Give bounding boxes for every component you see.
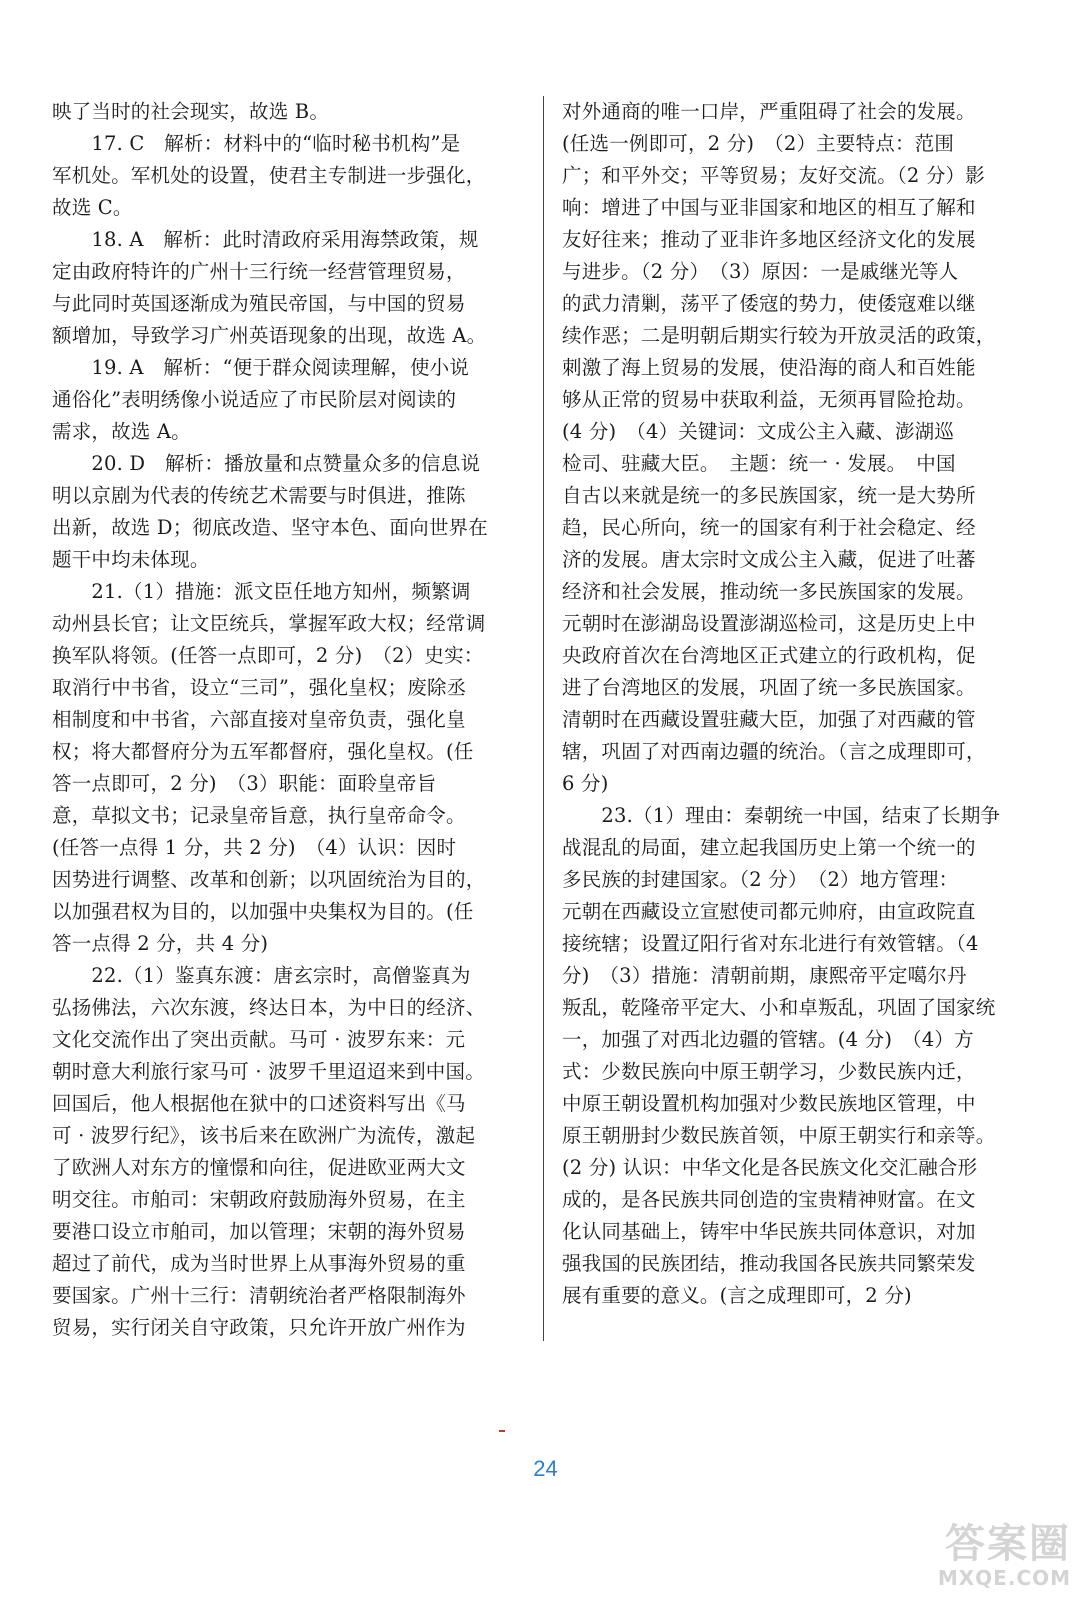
text-line: 18. A 解析：此时清政府采用海禁政策，规 xyxy=(52,228,479,251)
text-line: 20. D 解析：播放量和点赞量众多的信息说 xyxy=(52,452,481,475)
text-line: 刺激了海上贸易的发展，使沿海的商人和百姓能 xyxy=(562,356,976,379)
text-line: 对外通商的唯一口岸，严重阻碍了社会的发展。 xyxy=(562,100,976,123)
text-line: 强我国的民族团结，推动我国各民族共同繁荣发 xyxy=(562,1252,976,1275)
text-line: (任答一点得 1 分，共 2 分) （4）认识：因时 xyxy=(52,836,457,859)
text-line: 接统辖；设置辽阳行省对东北进行有效管辖。（4 xyxy=(562,932,979,955)
text-line: 济的发展。唐太宗时文成公主入藏，促进了吐蕃 xyxy=(562,548,976,571)
text-line: 通俗化”表明绣像小说适应了市民阶层对阅读的 xyxy=(52,388,457,411)
text-line: 元朝在西藏设立宣慰使司都元帅府，由宣政院直 xyxy=(562,900,976,923)
text-line: 元朝时在澎湖岛设置澎湖巡检司，这是历史上中 xyxy=(562,612,976,635)
watermark-url: MXQE.COM xyxy=(937,1566,1071,1590)
text-line: 友好往来；推动了亚非许多地区经济文化的发展 xyxy=(562,228,976,251)
text-line: (任选一例即可，2 分) （2）主要特点：范围 xyxy=(562,132,955,155)
text-line: 多民族的封建国家。（2 分） （2）地方管理： xyxy=(562,868,959,891)
text-line: 经济和社会发展，推动统一多民族国家的发展。 xyxy=(562,580,976,603)
text-line: 分) （3）措施：清朝前期，康熙帝平定噶尔丹 xyxy=(562,964,967,987)
text-line: 响：增进了中国与亚非国家和地区的相互了解和 xyxy=(562,196,976,219)
watermark-text: 答案圈 xyxy=(945,1521,1071,1567)
text-line: 央政府首次在台湾地区正式建立的行政机构，促 xyxy=(562,644,976,667)
text-line: 要港口设立市舶司，加以管理；宋朝的海外贸易 xyxy=(52,1220,466,1243)
text-line: 定由政府特许的广州十三行统一经营管理贸易， xyxy=(52,260,466,283)
text-line: 成的，是各民族共同创造的宝贵精神财富。在文 xyxy=(562,1188,976,1211)
text-line: 权；将大都督府分为五军都督府，强化皇权。(任 xyxy=(52,740,474,763)
text-line: 弘扬佛法，六次东渡，终达日本，为中日的经济、 xyxy=(52,996,486,1019)
text-line: 要国家。广州十三行：清朝统治者严格限制海外 xyxy=(52,1284,466,1307)
text-line: 换军队将领。(任答一点即可，2 分) （2）史实： xyxy=(52,644,484,667)
text-line: 可 · 波罗行纪》，该书后来在欧洲广为流传，激起 xyxy=(52,1124,476,1147)
text-line: (2 分) 认识：中华文化是各民族文化交汇融合形 xyxy=(562,1156,978,1179)
text-line: 回国后，他人根据他在狱中的口述资料写出《马 xyxy=(52,1092,466,1115)
text-line: 6 分) xyxy=(562,772,609,795)
text-line: 超过了前代，成为当时世界上从事海外贸易的重 xyxy=(52,1252,466,1275)
text-line: 原王朝册封少数民族首领，中原王朝实行和亲等。 xyxy=(562,1124,996,1147)
text-line: 出新，故选 D；彻底改造、坚守本色、面向世界在 xyxy=(52,516,488,539)
text-line: 朝时意大利旅行家马可 · 波罗千里迢迢来到中国。 xyxy=(52,1060,485,1083)
column-divider xyxy=(543,96,544,1341)
text-line: 展有重要的意义。(言之成理即可，2 分) xyxy=(562,1284,912,1307)
text-line: 因势进行调整、改革和创新；以巩固统治为目的， xyxy=(52,868,486,891)
text-line: 意，草拟文书；记录皇帝旨意，执行皇帝命令。 xyxy=(52,804,466,827)
left-column xyxy=(52,96,526,1344)
text-line: 广；和平外交；平等贸易；友好交流。（2 分）影 xyxy=(562,164,985,187)
text-line: 一，加强了对西北边疆的管辖。(4 分) （4）方 xyxy=(562,1028,974,1051)
text-line: 明交往。市舶司：宋朝政府鼓励海外贸易，在主 xyxy=(52,1188,466,1211)
text-line: 以加强君权为目的，以加强中央集权为目的。(任 xyxy=(52,900,474,923)
text-line: 了欧洲人对东方的憧憬和向往，促进欧亚两大文 xyxy=(52,1156,466,1179)
text-line: 续作恶；二是明朝后期实行较为开放灵活的政策， xyxy=(562,324,996,347)
right-column xyxy=(562,96,1032,1312)
text-line: 明以京剧为代表的传统艺术需要与时俱进，推陈 xyxy=(52,484,466,507)
text-line: 题干中均未体现。 xyxy=(52,548,210,571)
text-line: 相制度和中书省，六部直接对皇帝负责，强化皇 xyxy=(52,708,466,731)
page-number: 24 xyxy=(533,1456,558,1481)
text-line: 取消行中书省，设立“三司”，强化皇权；废除丞 xyxy=(52,676,467,699)
text-line: 清朝时在西藏设置驻藏大臣，加强了对西藏的管 xyxy=(562,708,976,731)
text-line: 贸易，实行闭关自守政策，只允许开放广州作为 xyxy=(52,1316,466,1339)
text-line: 映了当时的社会现实，故选 B。 xyxy=(52,100,330,123)
text-line: 动州县长官；让文臣统兵，掌握军政大权；经常调 xyxy=(52,612,486,635)
text-line: 文化交流作出了突出贡献。马可 · 波罗东来：元 xyxy=(52,1028,466,1051)
text-line: 够从正常的贸易中获取利益，无须再冒险抢劫。 xyxy=(562,388,976,411)
text-line: 辖，巩固了对西南边疆的统治。（言之成理即可， xyxy=(562,740,986,763)
text-line: 与此同时英国逐渐成为殖民帝国，与中国的贸易 xyxy=(52,292,466,315)
text-line: 与进步。（2 分） （3）原因：一是戚继光等人 xyxy=(562,260,959,283)
text-line: 检司、驻藏大臣。 主题：统一 · 发展。 中国 xyxy=(562,452,956,475)
text-line: 19. A 解析：“便于群众阅读理解，使小说 xyxy=(52,356,470,379)
text-line: 战混乱的局面，建立起我国历史上第一个统一的 xyxy=(562,836,976,859)
text-line: (4 分) （4）关键词：文成公主入藏、澎湖巡 xyxy=(562,420,955,443)
text-line: 额增加，导致学习广州英语现象的出现，故选 A。 xyxy=(52,324,487,347)
text-line: 答一点即可，2 分) （3）职能：面聆皇帝旨 xyxy=(52,772,437,795)
text-line: 21.（1）措施：派文臣任地方知州，频繁调 xyxy=(52,580,471,603)
text-line: 叛乱，乾隆帝平定大、小和卓叛乱，巩固了国家统 xyxy=(562,996,996,1019)
text-line: 答一点得 2 分，共 4 分) xyxy=(52,932,269,955)
watermark-logo xyxy=(877,1512,1077,1592)
page-mark xyxy=(499,1430,505,1432)
text-line: 中原王朝设置机构加强对少数民族地区管理，中 xyxy=(562,1092,976,1115)
text-line: 22.（1）鉴真东渡：唐玄宗时，高僧鉴真为 xyxy=(52,964,471,987)
text-line: 趋，民心所向，统一的国家有利于社会稳定、经 xyxy=(562,516,976,539)
text-line: 进了台湾地区的发展，巩固了统一多民族国家。 xyxy=(562,676,976,699)
text-line: 化认同基础上，铸牢中华民族共同体意识，对加 xyxy=(562,1220,976,1243)
text-line: 的武力清剿，荡平了倭寇的势力，使倭寇难以继 xyxy=(562,292,976,315)
text-line: 式：少数民族向中原王朝学习，少数民族内迁， xyxy=(562,1060,976,1083)
text-line: 军机处。军机处的设置，使君主专制进一步强化， xyxy=(52,164,486,187)
text-line: 自古以来就是统一的多民族国家，统一是大势所 xyxy=(562,484,976,507)
text-line: 23.（1）理由：秦朝统一中国，结束了长期争 xyxy=(562,804,1001,827)
text-line: 需求，故选 A。 xyxy=(52,420,191,443)
text-line: 17. C 解析：材料中的“临时秘书机构”是 xyxy=(52,132,461,155)
text-line: 故选 C。 xyxy=(52,196,133,219)
